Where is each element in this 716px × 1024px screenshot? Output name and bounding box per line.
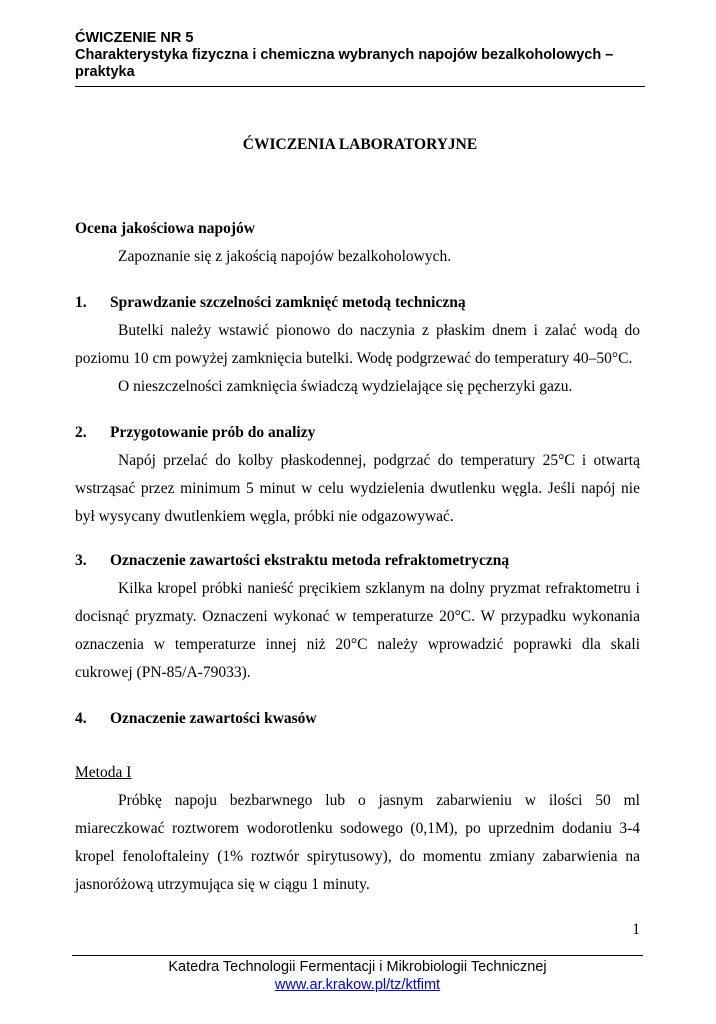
- section-heading: [75, 547, 640, 575]
- section-2: [75, 419, 640, 531]
- section-3: [75, 547, 640, 687]
- intro-text: Zapoznanie się z jakością napojów bezalkoholowych.: [118, 248, 452, 265]
- exercise-title-continued: praktyka: [75, 64, 135, 80]
- document-footer: [72, 958, 643, 994]
- section-heading: [75, 705, 640, 733]
- document-header: [75, 30, 645, 81]
- section-title: Przygotowanie prób do analizy: [110, 424, 316, 441]
- section-number: 2.: [75, 424, 87, 441]
- section-title: Sprawdzanie szczelności zamknięć metodą techniczną: [110, 294, 466, 311]
- intro-section: [75, 215, 640, 271]
- department-link[interactable]: www.ar.krakow.pl/tz/ktfimt: [274, 977, 441, 993]
- section-paragraph: O nieszczelności zamknięcia świadczą wydzielające się pęcherzyki gazu.: [118, 378, 573, 395]
- department-name: Katedra Technologii Fermentacji i Mikrobiologii Technicznej: [168, 959, 547, 975]
- section-paragraph: Kilka kropel próbki nanieść pręcikiem szklanym na dolny pryzmat refraktometru i docisnąć pryzmaty. Oznaczeni wykonać w temperaturze 20°C. W przypadku wykonania oznaczenia w temperaturze innej niż 20°C należy wprowadzić poprawki dla skali cukrowej (PN-85/A-79033).: [75, 580, 640, 681]
- method-paragraph: Próbkę napoju bezbarwnego lub o jasnym zabarwieniu w ilości 50 ml miareczkować roztworem wodorotlenku sodowego (0,1M), po uprzednim dodaniu 3-4 kropel fenoloftaleiny (1% roztwór spirytusowy), do momentu zmiany zabarwienia na jasnoróżową utrzymująca się w ciągu 1 minuty.: [75, 792, 640, 893]
- section-title: Oznaczenie zawartości kwasów: [110, 710, 317, 727]
- method-1: [75, 759, 640, 899]
- section-paragraph: Napój przelać do kolby płaskodennej, podgrzać do temperatury 25°C i otwartą wstrząsać przez minimum 5 minut w celu wydzielenia dwutlenku węgla. Jeśli napój nie był wysycany dwutlenkiem węgla, próbki nie odgazowywać.: [75, 452, 640, 525]
- method-title: Metoda I: [75, 764, 132, 781]
- header-divider: [75, 86, 645, 87]
- section-number: 4.: [75, 710, 87, 727]
- exercise-title: Charakterystyka fizyczna i chemiczna wybranych napojów bezalkoholowych –: [75, 47, 614, 63]
- section-heading: [75, 419, 640, 447]
- section-number: 1.: [75, 294, 87, 311]
- page-number: 1: [632, 921, 640, 938]
- intro-heading: Ocena jakościowa napojów: [75, 220, 255, 237]
- section-title: Oznaczenie zawartości ekstraktu metoda refraktometryczną: [110, 552, 510, 569]
- exercise-number: ĆWICZENIE NR 5: [75, 30, 194, 46]
- section-number: 3.: [75, 552, 87, 569]
- section-4: [75, 705, 640, 733]
- section-heading: [75, 289, 640, 317]
- footer-divider: [72, 955, 643, 956]
- section-paragraph: Butelki należy wstawić pionowo do naczynia z płaskim dnem i zalać wodą do poziomu 10 cm powyżej zamknięcia butelki. Wodę podgrzewać do temperatury 40–50°C.: [75, 322, 640, 367]
- section-1: [75, 289, 640, 401]
- page-title: ĆWICZENIA LABORATORYJNE: [242, 136, 478, 153]
